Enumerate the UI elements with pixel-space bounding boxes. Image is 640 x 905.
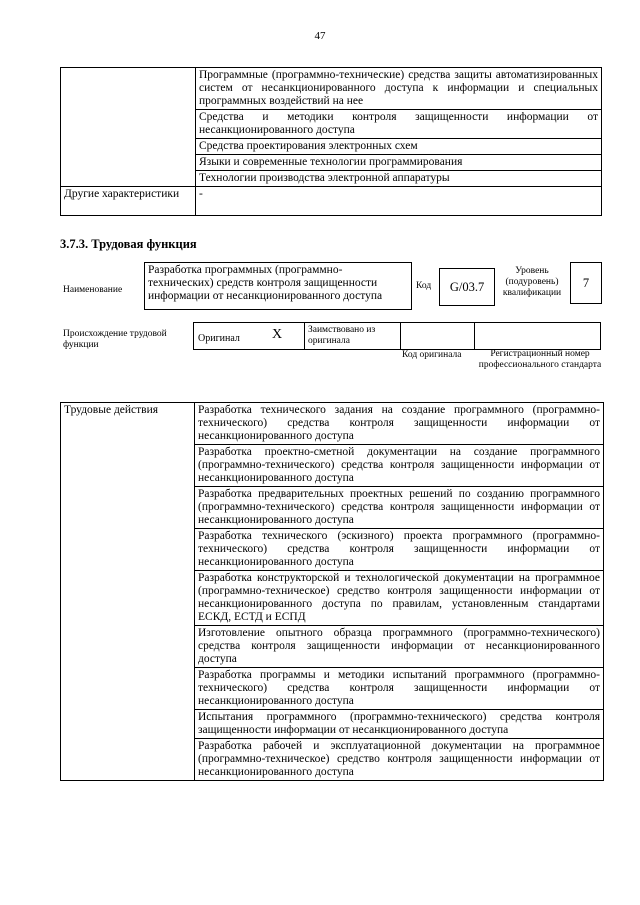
table-cell: Средства проектирования электронных схем [196, 139, 602, 155]
knowledge-table [60, 67, 602, 216]
table-cell: Программные (программно-технические) средства защиты автоматизированных систем от несанкционированного доступа к информации и специальных программных воздействий на нее [196, 68, 602, 110]
action-item: Разработка рабочей и эксплуатационной документации на программное (программно-техническое) средство контроля защищенности информации от несанкционированного доступа [195, 739, 604, 781]
level-label: Уровень (подуровень) квалификации [502, 266, 562, 298]
original-label: Оригинал [198, 333, 240, 344]
table-row [61, 403, 604, 445]
borrowed-label: Заимствовано из оригинала [308, 325, 376, 346]
other-characteristics-label: Другие характеристики [61, 187, 196, 216]
original-mark: X [272, 327, 283, 342]
reg-number-label: Регистрационный номер профессионального стандарта [478, 349, 602, 370]
table-cell: Технологии производства электронной аппаратуры [196, 171, 602, 187]
labor-actions-label: Трудовые действия [61, 403, 195, 781]
origin-label: Происхождение трудовой функции [63, 329, 167, 350]
other-characteristics-value: - [196, 187, 602, 216]
origin-box [193, 322, 601, 350]
table-row [61, 187, 602, 216]
labor-actions-table [60, 402, 604, 781]
page-number: 47 [314, 30, 326, 42]
empty-cell [61, 68, 196, 187]
action-item: Разработка предварительных проектных решений по созданию программного (программно-технического) средства контроля защищенности информации от несанкционированного доступа [195, 487, 604, 529]
section-title: 3.7.3. Трудовая функция [60, 237, 197, 251]
code-original-label: Код оригинала [402, 350, 462, 360]
action-item: Разработка технического (эскизного) проекта программного (программно-технического) средства контроля защищенности информации от несанкционированного доступа [195, 529, 604, 571]
name-label: Наименование [63, 285, 123, 295]
action-item: Изготовление опытного образца программного (программно-технического) средства контроля защищенности информации от несанкционированного доступа [195, 626, 604, 668]
table-cell: Языки и современные технологии программирования [196, 155, 602, 171]
action-item: Испытания программного (программно-технического) средства контроля защищенности информации от несанкционированного доступа [195, 710, 604, 739]
action-item: Разработка технического задания на создание программного (программно-технического) средства контроля защищенности информации от несанкционированного доступа [195, 403, 604, 445]
table-cell: Средства и методики контроля защищенности информации от несанкционированного доступа [196, 110, 602, 139]
code-value-box: G/03.7 [439, 268, 495, 306]
action-item: Разработка программы и методики испытаний программного (программно-технического) средства контроля защищенности информации от несанкционированного доступа [195, 668, 604, 710]
function-name-box: Разработка программных (программно-технических) средств контроля защищенности информации от несанкционированного доступа [144, 262, 412, 310]
action-item: Разработка конструкторской и технологической документации на программное (программно-техническое) средство контроля защищенности информации от несанкционированного доступа по правилам, установленным стандартами ЕСКД, ЕСТД и ЕСПД [195, 571, 604, 626]
code-label: Код [416, 281, 432, 291]
level-value-box: 7 [570, 262, 602, 304]
table-row [61, 68, 602, 110]
action-item: Разработка проектно-сметной документации на создание программного (программно-технического) средства контроля защищенности информации от несанкционированного доступа [195, 445, 604, 487]
